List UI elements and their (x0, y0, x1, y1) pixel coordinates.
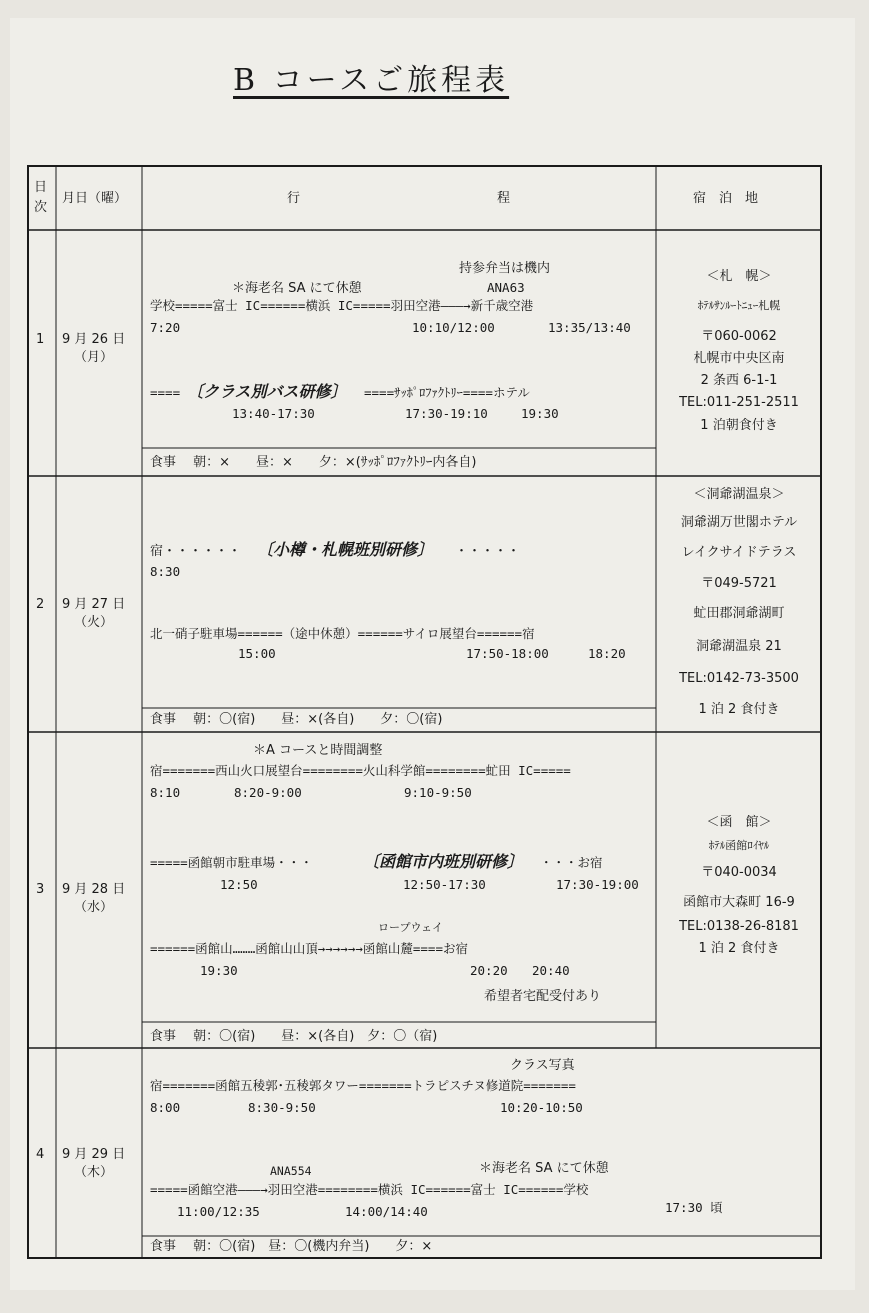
header-lodging: 宿 泊 地 (693, 191, 759, 206)
day4-note-photo: クラス写真 (510, 1058, 575, 1073)
day3-route-b-pre: =====函館朝市駐車場・・・ (150, 855, 313, 870)
day2-lodging-addr2: 洞爺湖温泉 21 (696, 639, 782, 654)
day2-lodging-hotel2: レイクサイドテラス (681, 545, 797, 560)
day1-meals: 食事 朝：× 昼：× 夕：×(ｻｯﾎﾟﾛﾌｧｸﾄﾘｰ内各自) (150, 455, 477, 470)
day3-lodging-zip: 〒040-0034 (701, 865, 777, 880)
day3-route-c: ======函館山………函館山山頂→→→→→→函館山麓====お宿 (150, 941, 468, 956)
day3-time-b3: 17:30-19:00 (556, 877, 639, 892)
day2-lodging-zip: 〒049-5721 (701, 576, 777, 591)
day2-dow: （火） (74, 615, 114, 630)
header-day: 日 次 (34, 180, 48, 215)
day1-time-b3: 19:30 (521, 406, 559, 421)
day1-lodging-plan: 1 泊朝食付き (700, 418, 778, 433)
day3-dow: （水） (74, 900, 114, 915)
day3-city-training: 〔函館市内班別研修〕 (363, 852, 524, 871)
day4-num: 4 (36, 1147, 45, 1162)
day1-date: 9 月 26 日 (62, 332, 126, 347)
day2-time-a1: 8:30 (150, 564, 181, 579)
day3-lodging-addr: 函館市大森町 16-9 (683, 895, 795, 910)
day2-lodging-tel: TEL:0142-73-3500 (679, 671, 799, 686)
day2-meals: 食事 朝：〇(宿) 昼：×(各自) 夕：〇(宿) (150, 712, 443, 727)
day1-route-a: 学校=====富士 IC======横浜 IC=====羽田空港———→新千歳空港 (150, 298, 534, 313)
day1-lodging-tel: TEL:011-251-2511 (679, 395, 799, 410)
day3-lodging-plan: 1 泊 2 食付き (698, 941, 780, 956)
day4-note-rest: ＊海老名 SA にて休憩 (479, 1161, 609, 1176)
day3-time-c2: 20:20 (470, 963, 508, 978)
day3-time-b1: 12:50 (220, 877, 258, 892)
day4-time-a1: 8:00 (150, 1100, 181, 1115)
day2-route-a-pre: 宿・・・・・・ (150, 544, 242, 559)
day1-num: 1 (36, 332, 45, 347)
day4-meals: 食事 朝：〇(宿) 昼：〇(機内弁当) 夕：× (150, 1239, 433, 1254)
day4-route-b: =====函館空港———→羽田空港========横浜 IC======富士 IC======学校 (150, 1182, 589, 1197)
day3-date: 9 月 28 日 (62, 882, 126, 897)
header-tei: 程 (497, 191, 511, 206)
day4-time-b2: 14:00/14:40 (345, 1204, 428, 1219)
day2-group-training: 〔小樽・札幌班別研修〕 (257, 540, 434, 559)
header-date: 月日（曜） (62, 191, 128, 206)
day3-time-a1: 8:10 (150, 785, 181, 800)
day1-time-a2: 10:10/12:00 (412, 320, 495, 335)
day1-route-b-pre: ==== (150, 385, 181, 400)
day3-meals: 食事 朝：〇(宿) 昼：×(各自) 夕：〇（宿) (150, 1029, 438, 1044)
day2-time-b2: 17:50-18:00 (466, 646, 549, 661)
day3-time-a2: 8:20-9:00 (234, 785, 302, 800)
day4-route-a: 宿=======函館五稜郭･五稜郭タワー=======トラピスチヌ修道院======= (150, 1078, 576, 1093)
day2-date: 9 月 27 日 (62, 597, 126, 612)
day1-lodging-zip: 〒060-0062 (701, 329, 777, 344)
day3-note-delivery: 希望者宅配受付あり (484, 989, 602, 1004)
day3-lodging-tel: TEL:0138-26-8181 (679, 919, 799, 934)
day1-lodging-hotel: ﾎﾃﾙｻﾝﾙｰﾄﾆｭｰ札幌 (697, 299, 781, 312)
day4-time-a2: 8:30-9:50 (248, 1100, 316, 1115)
day1-route-b-post: ====ｻｯﾎﾟﾛﾌｧｸﾄﾘｰ====ホテル (364, 385, 530, 400)
day4-time-b1: 11:00/12:35 (177, 1204, 260, 1219)
day1-lodging-area: ＜札 幌＞ (706, 269, 772, 284)
day2-route-a-post: ・・・・・ (455, 544, 521, 559)
day3-note-ropeway: ロープウェイ (378, 921, 444, 934)
day2-lodging-area: ＜洞爺湖温泉＞ (693, 487, 785, 502)
day3-time-c3: 20:40 (532, 963, 570, 978)
day3-time-c1: 19:30 (200, 963, 238, 978)
day1-lodging-addr1: 札幌市中央区南 (693, 351, 785, 366)
day2-lodging-plan: 1 泊 2 食付き (698, 702, 780, 717)
day1-time-a1: 7:20 (150, 320, 181, 335)
page-title: B コースご旅程表 (233, 63, 510, 98)
day4-time-b3: 17:30 頃 (665, 1200, 723, 1215)
header-gyo: 行 (287, 191, 301, 206)
day3-num: 3 (36, 882, 45, 897)
day4-time-a3: 10:20-10:50 (500, 1100, 583, 1115)
day4-note-flight: ANA554 (270, 1164, 312, 1178)
day3-route-a: 宿=======西山火口展望台========火山科学館========虻田 IC===== (150, 763, 571, 778)
day2-num: 2 (36, 597, 45, 612)
day1-time-a3: 13:35/13:40 (548, 320, 631, 335)
day3-lodging-area: ＜函 館＞ (706, 815, 772, 830)
day3-note-adjust: ＊A コースと時間調整 (253, 743, 383, 758)
day1-note-bento: 持参弁当は機内 (459, 261, 551, 276)
day2-time-b1: 15:00 (238, 646, 276, 661)
day3-time-a3: 9:10-9:50 (404, 785, 472, 800)
day1-note-rest: ＊海老名 SA にて休憩 (232, 281, 362, 296)
day2-lodging-addr1: 虻田郡洞爺湖町 (693, 606, 785, 621)
day2-route-b: 北一硝子駐車場======（途中休憩）======サイロ展望台======宿 (150, 626, 535, 641)
day3-route-b-post: ・・・お宿 (540, 855, 603, 870)
day1-dow: （月） (74, 350, 114, 365)
day1-bus-training: 〔クラス別バス研修〕 (187, 382, 347, 401)
day3-lodging-hotel: ﾎﾃﾙ函館ﾛｲﾔﾙ (708, 839, 770, 852)
day4-date: 9 月 29 日 (62, 1147, 126, 1162)
day1-note-flight: ANA63 (487, 280, 525, 295)
day4-dow: （木） (74, 1165, 114, 1180)
day1-time-b2: 17:30-19:10 (405, 406, 488, 421)
day1-lodging-addr2: 2 条西 6-1-1 (700, 373, 778, 388)
day2-time-b3: 18:20 (588, 646, 626, 661)
day3-time-b2: 12:50-17:30 (403, 877, 486, 892)
day2-lodging-hotel: 洞爺湖万世閣ホテル (680, 515, 798, 530)
day1-time-b1: 13:40-17:30 (232, 406, 315, 421)
